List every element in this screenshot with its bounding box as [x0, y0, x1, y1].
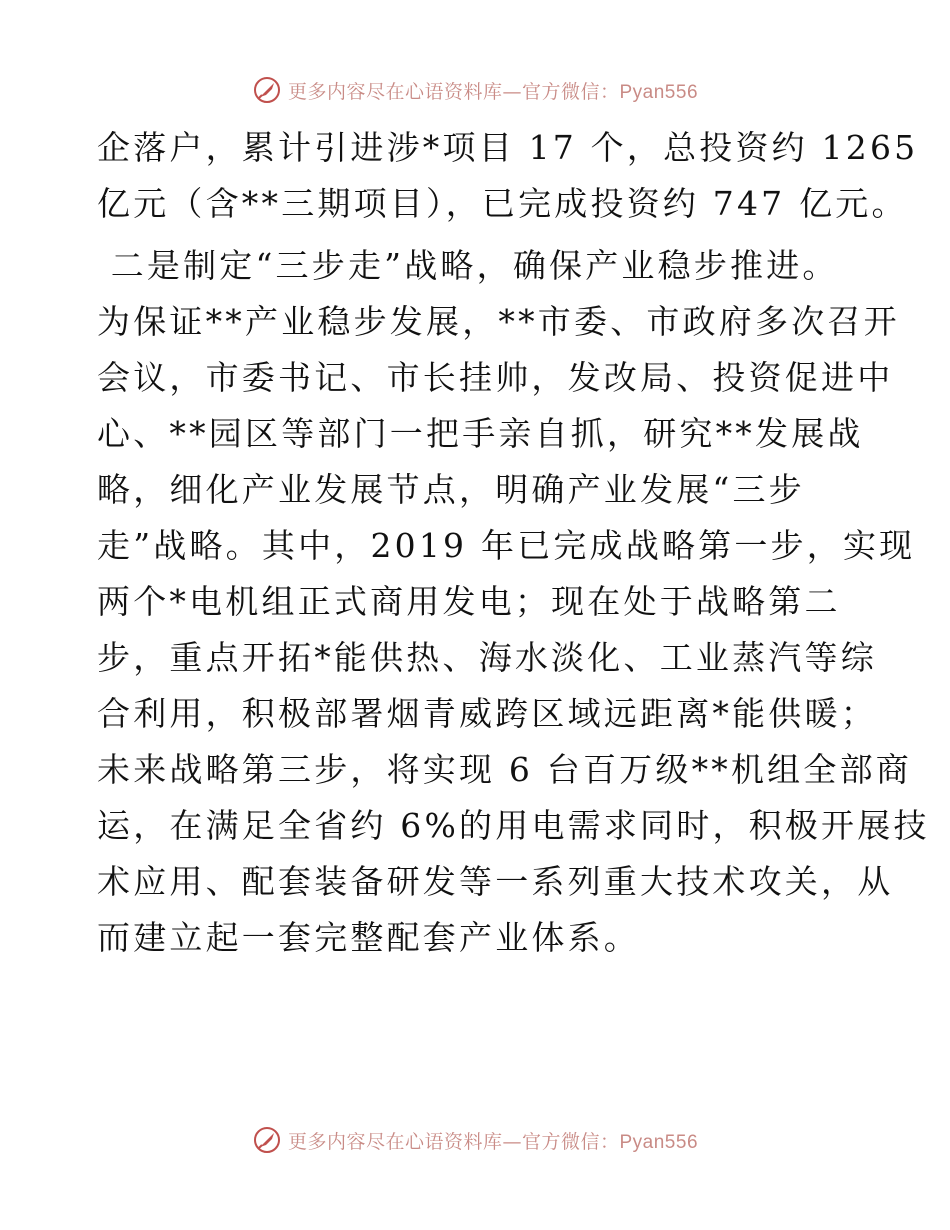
text-line: 二是制定“三步走”战略，确保产业稳步推进。 [97, 246, 839, 285]
text-line: 为保证**产业稳步发展，**市委、市政府多次召开 [97, 302, 900, 341]
footer-watermark [0, 1122, 950, 1158]
paragraph-1 [97, 120, 919, 232]
text-line: 略，细化产业发展节点，明确产业发展“三步 [97, 470, 805, 509]
header-watermark [0, 72, 950, 108]
quill-logo-icon [252, 75, 282, 105]
text-line: 运，在满足全省约 6%的用电需求同时，积极开展技 [97, 806, 930, 845]
watermark-text: 更多内容尽在心语资料库—官方微信：Pyan556 [287, 1130, 699, 1153]
document-body [97, 120, 930, 966]
text-line: 未来战略第三步，将实现 6 台百万级**机组全部商 [97, 750, 912, 789]
text-line: 会议，市委书记、市长挂帅，发改局、投资促进中 [97, 358, 894, 397]
text-line: 步，重点开拓*能供热、海水淡化、工业蒸汽等综 [97, 638, 877, 677]
quill-logo-icon [252, 1125, 282, 1155]
text-line: 企落户，累计引进涉*项目 17 个，总投资约 1265 [97, 128, 919, 167]
paragraph-2 [97, 238, 930, 966]
text-line: 心、**园区等部门一把手亲自抓，研究**发展战 [97, 414, 864, 453]
text-line: 走”战略。其中，2019 年已完成战略第一步，实现 [97, 526, 916, 565]
watermark-text: 更多内容尽在心语资料库—官方微信：Pyan556 [287, 80, 699, 103]
text-line: 术应用、配套装备研发等一系列重大技术攻关，从 [97, 862, 894, 901]
text-line: 亿元（含**三期项目），已完成投资约 747 亿元。 [97, 184, 908, 223]
text-line: 合利用，积极部署烟青威跨区域远距离*能供暖； [97, 694, 877, 733]
text-line: 而建立起一套完整配套产业体系。 [97, 918, 640, 957]
text-line: 两个*电机组正式商用发电；现在处于战略第二 [97, 582, 841, 621]
